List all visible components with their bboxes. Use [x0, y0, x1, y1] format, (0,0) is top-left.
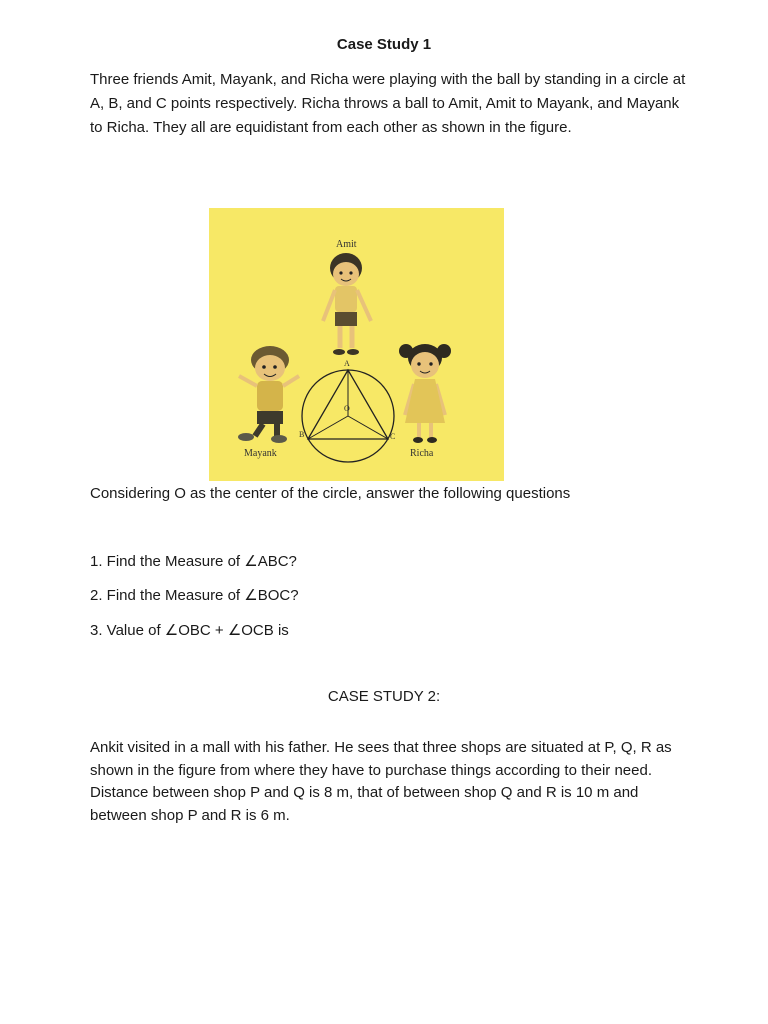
case-study-1-intro: Three friends Amit, Mayank, and Richa were playing with the ball by standing in a circle at A, B, and C points respectively. Richa throws a ball to Amit, Amit to Mayank, and Mayank to Richa. They all are equidistant from each other as shown in the figure.	[90, 71, 686, 136]
point-o-label: O	[344, 404, 350, 413]
amit-label: Amit	[336, 239, 357, 250]
question-2: 2. Find the Measure of ∠BOC?	[90, 587, 299, 604]
circle-diagram	[302, 370, 394, 462]
questions-intro: Considering O as the center of the circle, answer the following questions	[90, 485, 571, 502]
point-c-label: C	[390, 432, 396, 441]
richa-label: Richa	[410, 448, 434, 459]
mayank-label: Mayank	[244, 448, 277, 459]
point-a-label: A	[344, 359, 350, 368]
case-study-2-intro: Ankit visited in a mall with his father. He sees that three shops are situated at P, Q, R as shown in the figure from where they have to purchase things according to their need. Distance between shop P and Q is 8 m, that of between shop Q and R is 10 m and between shop P and R is 6 m.	[90, 739, 672, 824]
amit-figure	[323, 253, 371, 355]
case-study-2-title: CASE STUDY 2:	[327, 688, 441, 705]
mayank-figure	[238, 346, 299, 443]
question-3: 3. Value of ∠OBC + ∠OCB is	[90, 622, 289, 639]
richa-figure	[399, 344, 451, 443]
point-b-label: B	[299, 430, 305, 439]
question-1: 1. Find the Measure of ∠ABC?	[90, 553, 297, 570]
case-study-1-figure	[209, 208, 504, 481]
case-study-1-title: Case Study 1	[336, 36, 432, 53]
